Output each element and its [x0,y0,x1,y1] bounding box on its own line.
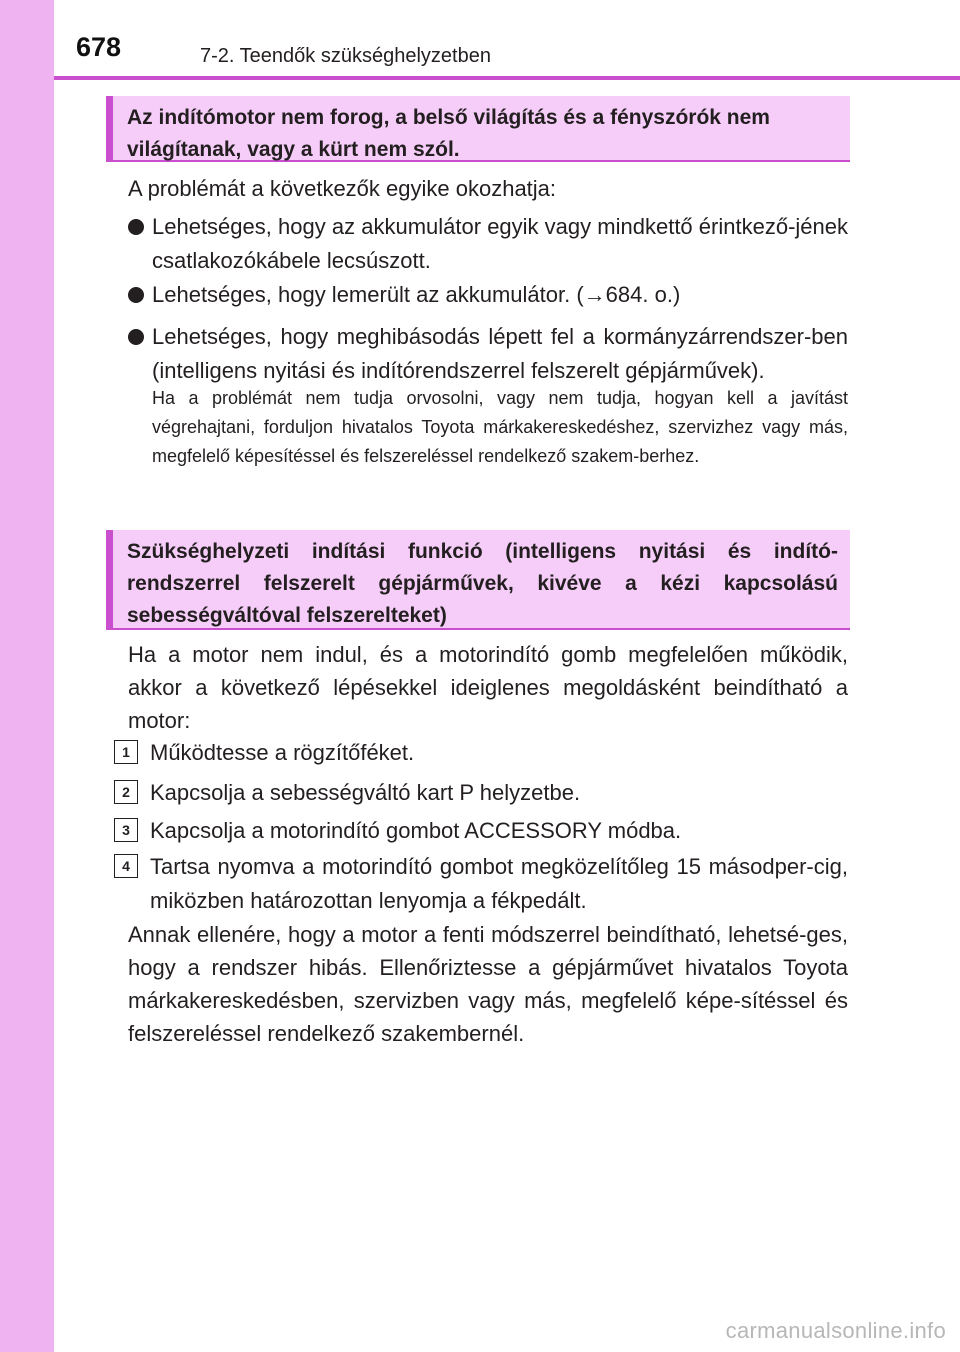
bullet-text: Lehetséges, hogy meghibásodás lépett fel a kormányzárrendszer-ben (intelligens nyitási és indítórendszerrel felszerelt gépjárművek). [152,324,848,383]
bullet-item [128,278,848,312]
bullet-text: Lehetséges, hogy az akkumulátor egyik vagy mindkettő érintkező-jének csatlakozókábele lecsúszott. [152,214,848,273]
step-number-badge: 1 [114,740,138,764]
step-text: Működtesse a rögzítőféket. [150,740,415,765]
step-number-badge: 2 [114,780,138,804]
step-number-badge: 4 [114,854,138,878]
bullet-icon [128,329,144,345]
paragraph-1: Ha a motor nem indul, és a motorindító gomb megfelelően működik, akkor a következő lépésekkel ideiglenes megoldásként beindítható a motor: [128,642,848,733]
step-text: Kapcsolja a sebességváltó kart P helyzetbe. [150,780,581,805]
intro-text: A problémát a következők egyike okozhatja: [128,176,557,201]
note-text: Ha a problémát nem tudja orvosolni, vagy nem tudja, hogyan kell a javítást végrehajtani, forduljon hivatalos Toyota márkakereskedéshez, szervizhez vagy más, megfelelő képesítéssel és felszereléssel rendelkező szakem-berhez. [152,388,848,466]
step-item [114,850,848,918]
section-heading-box-2 [106,530,850,630]
step-item [114,736,848,770]
section-heading-box-1 [106,96,850,162]
bullet-icon [128,219,144,235]
bullet-icon [128,287,144,303]
section-heading-1: Az indítómotor nem forog, a belső világítás és a fényszórók nem világítanak, vagy a kürt nem szól. [127,106,770,161]
step-number-badge: 3 [114,818,138,842]
step-item [114,776,848,810]
step-item [114,814,848,848]
step-text: Kapcsolja a motorindító gombot ACCESSORY módba. [150,818,682,843]
bullet-text: Lehetséges, hogy lemerült az akkumulátor. (→684. o.) [152,282,681,307]
page-number: 678 [76,32,122,62]
header-rule [54,76,960,80]
paragraph-2: Annak ellenére, hogy a motor a fenti módszerrel beindítható, lehetsé-ges, hogy a rendszer hibás. Ellenőriztesse a gépjárművet hivatalos Toyota márkakereskedésben, szervizben vagy más, megfelelő képe-sítéssel és felszereléssel rendelkező szakembernél. [128,922,848,1046]
running-header: 7-2. Teendők szükséghelyzetben [200,45,491,67]
step-text: Tartsa nyomva a motorindító gombot megközelítőleg 15 másodper-cig, miközben határozottan lenyomja a fékpedált. [150,854,848,913]
bullet-item [128,210,848,278]
section-heading-2: Szükséghelyzeti indítási funkció (intelligens nyitási és indító-rendszerrel felszerelt gépjárművek, kivéve a kézi kapcsolású sebességváltóval felszerelteket) [127,540,838,627]
watermark-text: carmanualsonline.info [725,1318,946,1343]
side-tab-bar [0,0,54,1352]
bullet-item [128,320,848,388]
